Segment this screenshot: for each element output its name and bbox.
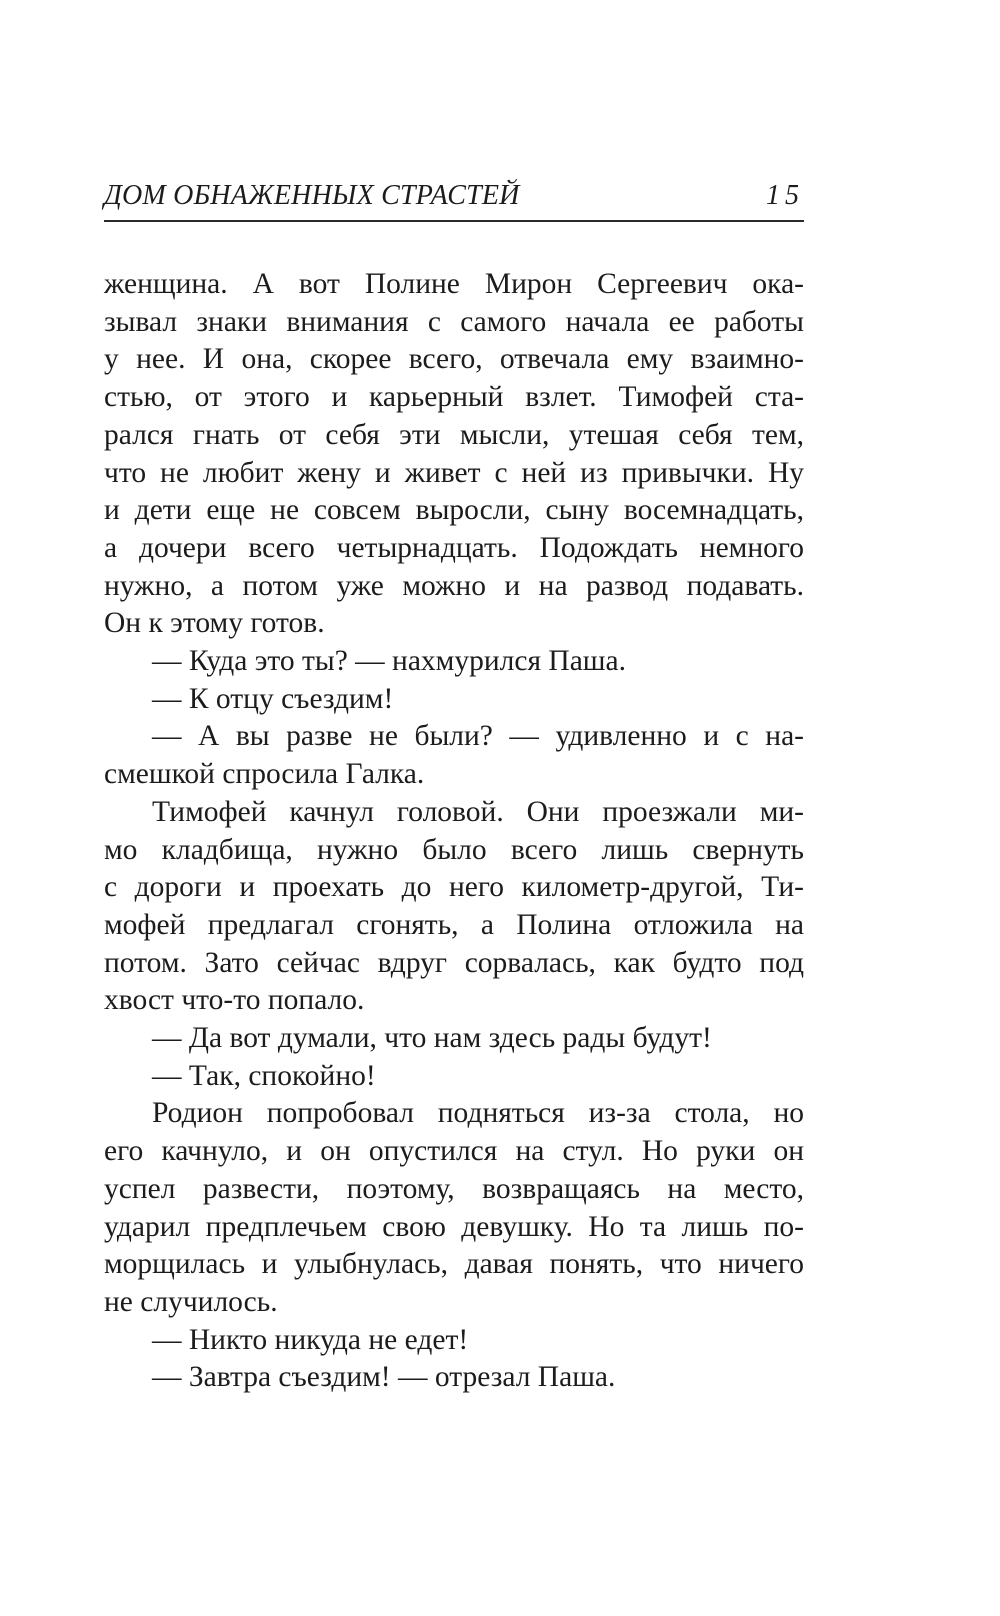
text-line: его качнуло, и он опустился на стул. Но руки он xyxy=(104,1135,804,1168)
text-line: мо кладбища, нужно было всего лишь свернуть xyxy=(104,833,804,866)
text-line: и дети еще не совсем выросли, сыну восемнадцать, xyxy=(104,494,804,527)
text-line: — Да вот думали, что нам здесь рады будут! xyxy=(152,1022,712,1055)
text-line: нужно, а потом уже можно и на развод подавать. xyxy=(104,569,804,602)
text-line: зывал знаки внимания с самого начала ее работы xyxy=(104,305,804,338)
text-line: — Никто никуда не едет! xyxy=(152,1323,469,1356)
text-line: — А вы разве не были? — удивленно и с на- xyxy=(152,720,804,753)
running-head xyxy=(104,176,804,222)
text-line: Родион попробовал подняться из-за стола, но xyxy=(152,1097,804,1130)
book-title: ДОМ ОБНАЖЕННЫХ СТРАСТЕЙ xyxy=(104,180,520,211)
body-text xyxy=(104,266,804,1397)
text-line: потом. Зато сейчас вдруг сорвалась, как будто под xyxy=(104,946,804,979)
text-line: Тимофей качнул головой. Они проезжали ми- xyxy=(152,795,804,828)
text-line: морщилась и улыбнулась, давая понять, что ничего xyxy=(104,1248,804,1281)
text-line: стью, от этого и карьерный взлет. Тимофей ста- xyxy=(104,381,804,414)
text-line: у нее. И она, скорее всего, отвечала ему взаимно- xyxy=(104,343,804,376)
text-line: — Так, спокойно! xyxy=(152,1059,376,1092)
text-line: хвост что-то попало. xyxy=(104,984,365,1017)
text-line: — Куда это ты? — нахмурился Паша. xyxy=(152,645,626,678)
text-line: а дочери всего четырнадцать. Подождать немного xyxy=(104,531,804,564)
text-line: рался гнать от себя эти мысли, утешая себя тем, xyxy=(104,418,804,451)
text-line: Он к этому готов. xyxy=(104,607,325,640)
text-line: не случилось. xyxy=(104,1285,278,1318)
text-line: смешкой спросила Галка. xyxy=(104,758,425,791)
text-line: успел развести, поэтому, возвращаясь на место, xyxy=(104,1172,804,1205)
text-line: мофей предлагал сгонять, а Полина отложила на xyxy=(104,908,804,941)
text-line: ударил предплечьем свою девушку. Но та лишь по- xyxy=(104,1210,804,1243)
text-line: — Завтра съездим! — отрезал Паша. xyxy=(152,1361,616,1394)
page-number: 15 xyxy=(766,180,804,211)
text-line: женщина. А вот Полине Мирон Сергеевич ока- xyxy=(104,268,804,300)
text-line: — К отцу съездим! xyxy=(152,682,394,715)
text-line: с дороги и проехать до него километр-другой, Ти- xyxy=(104,871,804,904)
text-line: что не любит жену и живет с ней из привычки. Ну xyxy=(104,456,804,489)
